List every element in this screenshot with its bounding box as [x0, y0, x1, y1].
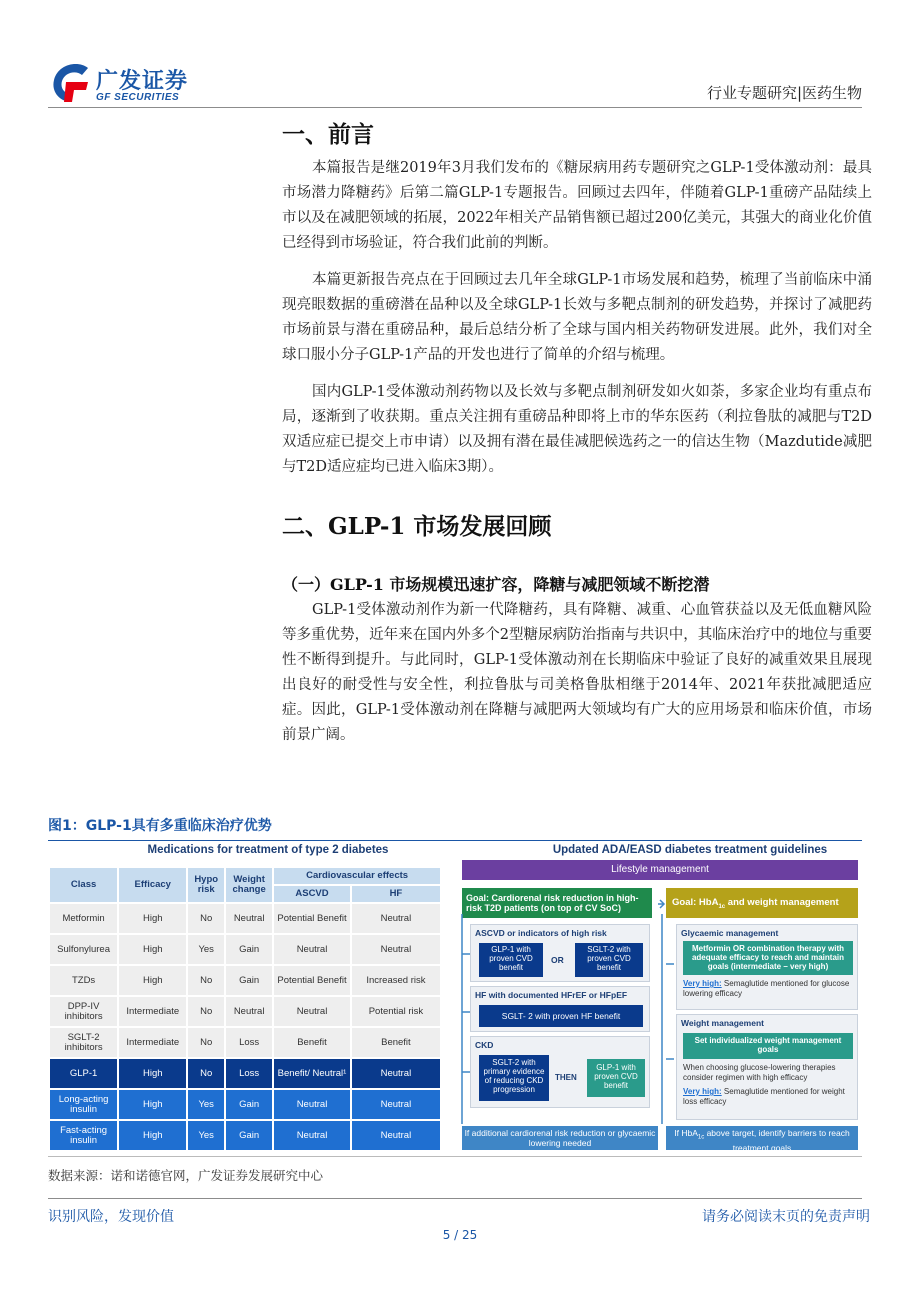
goal-hba1c-post: and weight management: [725, 897, 839, 908]
company-logo: [50, 62, 200, 108]
table-cell: Fast-acting insulin: [50, 1121, 117, 1150]
table-cell: No: [188, 904, 224, 933]
ckd-label: CKD: [475, 1040, 494, 1050]
section-1-paragraph-1: 本篇报告是继2019年3月我们发布的《糖尿病用药专题研究之GLP-1受体激动剂：最具市场潜力降糖药》后第二篇GLP-1专题报告。回顾过去四年，伴随着GLP-1重磅产品陆续上市以及在减肥领域的拓展，2022年相关产品销售额已超过200亿美元，其强大的商业化价值已经得到市场验证，符合我们此前的判断。: [282, 160, 872, 251]
bottom-right-sub: 1c: [697, 1134, 705, 1141]
figure-image: [48, 844, 862, 1154]
bottom-right-post: above target, identify barriers to reach treatment goals: [704, 1128, 850, 1153]
table-cell: Neutral: [352, 935, 440, 964]
table-cell: GLP-1: [50, 1059, 117, 1088]
table-cell: No: [188, 1028, 224, 1057]
ascvd-option-sglt2: SGLT-2 with proven CVD benefit: [575, 943, 643, 977]
table-cell: Neutral: [352, 904, 440, 933]
table-cell: Neutral: [352, 1121, 440, 1150]
table-row: [50, 997, 440, 1026]
table-cell: Benefit: [274, 1028, 350, 1057]
table-row: [50, 935, 440, 964]
table-cell: TZDs: [50, 966, 117, 995]
table-cell: High: [119, 935, 186, 964]
table-cell: Intermediate: [119, 1028, 186, 1057]
table-cell: SGLT-2 inhibitors: [50, 1028, 117, 1057]
report-category: 行业专题研究|医药生物: [706, 84, 862, 102]
left-branch-lines: [462, 954, 470, 1072]
table-cell: Neutral: [274, 1121, 350, 1150]
table-cell: Intermediate: [119, 997, 186, 1026]
section-2-title: 二、GLP-1 市场发展回顾: [282, 513, 552, 540]
section-1-title: 一、前言: [282, 121, 374, 148]
table-cell: Benefit/ Neutral¹: [274, 1059, 350, 1088]
table-cell: Neutral: [352, 1090, 440, 1119]
table-cell: No: [188, 966, 224, 995]
table-cell: Potential risk: [352, 997, 440, 1026]
table-cell: Metformin: [50, 904, 117, 933]
table-cell: Gain: [226, 1090, 272, 1119]
col-header-class: Class: [50, 868, 117, 902]
weight-very-high: Very high:: [683, 1087, 722, 1096]
bottom-left-bar: If additional cardiorenal risk reduction or glycaemic lowering needed: [462, 1126, 658, 1150]
col-header-cv-effects: Cardiovascular effects: [274, 868, 440, 884]
col-header-efficacy: Efficacy: [119, 868, 186, 902]
table-cell: Neutral: [274, 997, 350, 1026]
goal-cardiorenal: Goal: Cardiorenal risk reduction in high-risk T2D patients (on top of CV SoC): [462, 888, 652, 918]
figure-bottom-rule: [48, 1156, 862, 1157]
table-cell: Gain: [226, 1121, 272, 1150]
ckd-option-sglt2: SGLT-2 with primary evidence of reducing CKD progression: [479, 1055, 549, 1101]
lifestyle-bar: Lifestyle management: [462, 860, 858, 880]
guidelines-title: Updated ADA/EASD diabetes treatment guidelines: [552, 844, 828, 856]
hf-option-sglt2: SGLT- 2 with proven HF benefit: [479, 1005, 643, 1027]
table-cell: High: [119, 1090, 186, 1119]
ascvd-option-glp1: GLP-1 with proven CVD benefit: [479, 943, 543, 977]
table-cell: High: [119, 1059, 186, 1088]
table-cell: Sulfonylurea: [50, 935, 117, 964]
col-header-hypo-risk: Hypo risk: [188, 868, 224, 902]
table-cell: Neutral: [274, 1090, 350, 1119]
ascvd-or: OR: [551, 955, 564, 965]
logo-en-text: GF SECURITIES: [96, 92, 180, 103]
table-cell: High: [119, 966, 186, 995]
table-cell: DPP-IV inhibitors: [50, 997, 117, 1026]
table-cell: No: [188, 997, 224, 1026]
page-header: [0, 0, 920, 110]
table-cell: Potential Benefit: [274, 904, 350, 933]
table-cell: Benefit: [352, 1028, 440, 1057]
gf-logo-icon: [50, 62, 92, 104]
page-number: 5 / 25: [442, 1228, 478, 1242]
table-cell: Potential Benefit: [274, 966, 350, 995]
glycaemic-therapy-box: Metformin OR combination therapy with adequate efficacy to reach and maintain goals (intermediate – very high): [683, 941, 853, 975]
table-cell: Gain: [226, 966, 272, 995]
table-cell: High: [119, 1121, 186, 1150]
section-2-subtitle: （一）GLP-1 市场规模迅速扩容，降糖与减肥领域不断挖潜: [282, 575, 710, 594]
table-row-glp1: [50, 1059, 440, 1088]
footer-divider: [48, 1198, 862, 1199]
section-1-paragraph-3: 国内GLP-1受体激动剂药物以及长效与多靶点制剂研发如火如荼，多家企业均有重点布局，逐渐到了收获期。重点关注拥有重磅品种即将上市的华东医药（利拉鲁肽的减肥与T2D双适应症已提交上市申请）以及拥有潜在最佳减肥候选药之一的信达生物（Mazdutide减肥与T2D适应症均已进入临床3期）。: [282, 384, 872, 475]
flow-connectors: [452, 884, 862, 1134]
glycaemic-note-text: Semaglutide mentioned for glucose lowering efficacy: [683, 979, 850, 998]
glycaemic-label: Glycaemic management: [681, 928, 779, 938]
table-cell: No: [188, 1059, 224, 1088]
hf-label: HF with documented HFrEF or HFpEF: [475, 990, 628, 1000]
goal-hba1c-pre: Goal: HbA: [672, 897, 719, 908]
table-cell: Neutral: [274, 935, 350, 964]
table-cell: Yes: [188, 935, 224, 964]
weight-label: Weight management: [681, 1018, 764, 1028]
table-cell: Neutral: [226, 997, 272, 1026]
weight-therapy-text: When choosing glucose-lowering therapies consider regimen with high efficacy: [683, 1063, 836, 1082]
table-cell: Yes: [188, 1090, 224, 1119]
table-cell: High: [119, 904, 186, 933]
footer-slogan: 识别风险，发现价值: [48, 1209, 174, 1225]
medications-table: [48, 866, 442, 1152]
col-header-weight-change: Weight change: [226, 868, 272, 902]
table-row: [50, 904, 440, 933]
table-row: [50, 966, 440, 995]
table-cell: Neutral: [226, 904, 272, 933]
table-row: [50, 1121, 440, 1150]
figure-title: 图1：GLP-1具有多重临床治疗优势: [48, 818, 272, 834]
table-cell: Yes: [188, 1121, 224, 1150]
glycaemic-very-high: Very high:: [683, 979, 722, 988]
table-cell: Neutral: [352, 1059, 440, 1088]
section-2-paragraph-1: GLP-1受体激动剂作为新一代降糖药，具有降糖、减重、心血管获益以及无低血糖风险等多重优势，近年来在国内外多个2型糖尿病防治指南与共识中，其临床治疗中的地位与重要性不断得到提升。与此同时，GLP-1受体激动剂在长期临床中验证了良好的减重效果且展现出良好的耐受性与安全性，利拉鲁肽与司美格鲁肽相继于2014年、2021年获批减肥适应症。因此，GLP-1受体激动剂在降糖与减肥两大领域均有广大的应用场景和临床价值，市场前景广阔。: [282, 602, 872, 743]
section-1-paragraph-2: 本篇更新报告亮点在于回顾过去几年全球GLP-1市场发展和趋势，梳理了当前临床中涌现亮眼数据的重磅潜在品种以及全球GLP-1长效与多靶点制剂的研发趋势，并探讨了减肥药市场前景与潜在重磅品种，最后总结分析了全球与国内相关药物研发进展。此外，我们对全球口服小分子GLP-1产品的开发也进行了简单的介绍与梳理。: [282, 272, 872, 363]
weight-goals-box: Set individualized weight management goals: [683, 1033, 853, 1059]
right-branch-lines: [666, 964, 674, 1059]
col-header-hf: HF: [352, 886, 440, 902]
table-cell: Increased risk: [352, 966, 440, 995]
table-cell: Long-acting insulin: [50, 1090, 117, 1119]
table-title: Medications for treatment of type 2 diabetes: [147, 844, 389, 856]
logo-cn-text: 广发证券: [96, 69, 189, 94]
table-row: [50, 1028, 440, 1057]
table-row: [50, 1090, 440, 1119]
weight-note-text: Semaglutide mentioned for weight loss efficacy: [683, 1087, 845, 1106]
ascvd-label: ASCVD or indicators of high risk: [475, 928, 607, 938]
col-header-ascvd: ASCVD: [274, 886, 350, 902]
figure-title-rule: [48, 840, 862, 841]
bottom-right-pre: If HbA: [674, 1128, 698, 1138]
table-cell: Gain: [226, 935, 272, 964]
figure-source: 数据来源：诺和诺德官网，广发证券发展研究中心: [48, 1168, 324, 1183]
ckd-option-glp1: GLP-1 with proven CVD benefit: [587, 1059, 645, 1097]
goal-hba1c-sub: 1c: [718, 903, 726, 910]
main-content: [282, 118, 872, 748]
ckd-then: THEN: [555, 1073, 577, 1082]
footer-disclaimer-link[interactable]: 请务必阅读末页的免责声明: [702, 1209, 870, 1225]
table-cell: Loss: [226, 1059, 272, 1088]
header-divider: [48, 107, 862, 108]
table-cell: Loss: [226, 1028, 272, 1057]
